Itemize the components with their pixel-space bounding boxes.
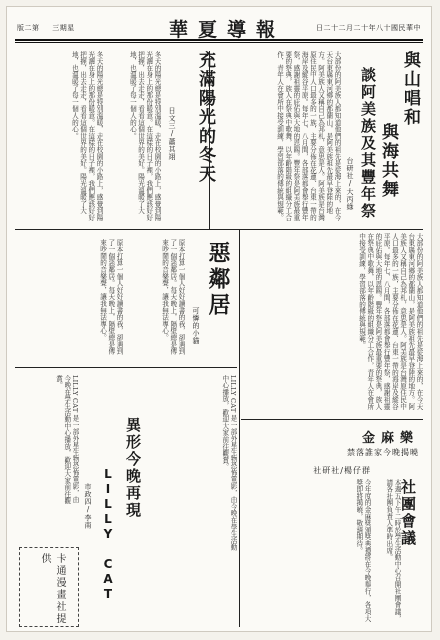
bottom-column-divider xyxy=(239,229,240,627)
lilly-body: LILLY CAT 是一部外星生物恐怖電影，由今晚在學生活動中心播放，歡迎大家前往觀賞。 xyxy=(220,375,237,551)
main-body: 大部份的阿美族人都知道他們的祖先是從海上來的，在今天台東縣東河鄉的都蘭山，是阿美族祖先最早登陸的地方。阿美族人又稱自己為邦札，意思是人。阿美族是台灣原住民中人口最多的一族，主要分佈在花蓮、台東一帶的海岸及縱谷平原。每年七、八月間，各部落都會舉行豐年祭，感謝祖靈的庇佑與大地的恩賜。豐年祭是阿美族最重要的祭典，族人在祭典中歌舞，以年齡階級的組織分工合作，青年人在會所中接受訓練，學習部落的傳統與規範。 xyxy=(275,51,341,221)
sunshine-byline: 日文三/蕭其翊 xyxy=(168,107,176,161)
weekday: 三期星 xyxy=(52,24,75,32)
sunshine-body-cont: 冬天的陽光總是特別溫暖，走在校園的小路上，感覺到陽光灑在身上的那份暖意。在這樣的日子裡，我們應該好好把握，出去走走，看看這個世界的美好。陽光溫暖了大地，也溫暖了每一個人的心。 xyxy=(70,51,103,221)
notice-title: 社團會議 xyxy=(399,479,417,547)
section-divider-2 xyxy=(15,367,237,368)
lilly-title-en: LILLY CAT xyxy=(101,467,115,602)
neighbor-title: 惡鄰居 xyxy=(205,241,231,319)
main-body-cont: 大部份的阿美族人都知道他們的祖先是從海上來的，在今天台東縣東河鄉的都蘭山，是阿美族祖先最早登陸的地方。阿美族人又稱自己為邦札，意思是人。阿美族是台灣原住民中人口最多的一族，主要分佈在花蓮、台東一帶的海岸及縱谷平原。每年七、八月間，各部落都會舉行豐年祭，感謝祖靈的庇佑與大地的恩賜。豐年祭是阿美族最重要的祭典，族人在祭典中歌舞，以年齡階級的組織分工合作，青年人在會所中接受訓練，學習部落的傳統與規範。 xyxy=(357,233,423,410)
venue-body: 今年度的金麻獎頒獎典禮將在今晚舉行，各項大獎即將揭曉，敬請期待。 xyxy=(354,479,371,622)
lilly-body-cont: LILLY CAT 是一部外星生物恐怖電影，由今晚在學生活動中心播放，歡迎大家前往觀賞。 xyxy=(54,375,79,505)
lilly-byline: 市政四/李南 xyxy=(84,483,92,529)
masthead: 華夏導報 xyxy=(168,19,285,41)
sunshine-body: 冬天的陽光總是特別溫暖，走在校園的小路上，感覺到陽光灑在身上的那份暖意。在這樣的日子裡，我們應該好好把握，出去走走，看看這個世界的美好。陽光溫暖了大地，也溫暖了每一個人的心。 xyxy=(128,51,161,221)
newspaper-page xyxy=(6,6,432,632)
notice-body: 本週五下午二時於學生活動中心召開社團會議，請各社團負責人準時出席。 xyxy=(384,479,401,622)
main-byline: 台研社/大丙綠 xyxy=(346,157,354,211)
venue-byline: 社研社/楊仔群 xyxy=(313,466,371,475)
section-divider-3 xyxy=(241,419,423,420)
section-divider-1 xyxy=(15,229,423,230)
page-label: 版二第 xyxy=(17,24,40,32)
main-title-2: 與海共舞 xyxy=(378,123,398,199)
venue-subtitle: 禁落誰家今晚揭曉 xyxy=(347,448,419,457)
date-line: 日二十二月二十年八十國民華中 xyxy=(316,24,421,32)
neighbor-body: 原本打算一個人好好讀書的我，卻遇到了一個惡鄰居。每天晚上，隔壁總是傳來吵鬧的音樂聲，讓我無法專心。 xyxy=(160,239,185,355)
issue-info xyxy=(17,23,85,33)
lilly-title-cn: 異形今晚再現 xyxy=(124,417,142,519)
main-subtitle: 談阿美族及其豐年祭 xyxy=(359,67,377,220)
venue-title: 金麻樂 xyxy=(361,431,419,446)
main-title-1: 與山唱和 xyxy=(400,51,420,127)
masthead-rule-thin xyxy=(15,42,423,43)
neighbor-byline: 可憐的小貓 xyxy=(192,307,200,345)
footer-credit: 卡通漫畫社提供 xyxy=(39,553,65,625)
sunshine-title: 充滿陽光的冬天 xyxy=(195,51,215,184)
neighbor-body-cont: 原本打算一個人好好讀書的我，卻遇到了一個惡鄰居。每天晚上，隔壁總是傳來吵鬧的音樂聲，讓我無法專心。 xyxy=(98,239,123,355)
masthead-rule xyxy=(15,39,423,41)
